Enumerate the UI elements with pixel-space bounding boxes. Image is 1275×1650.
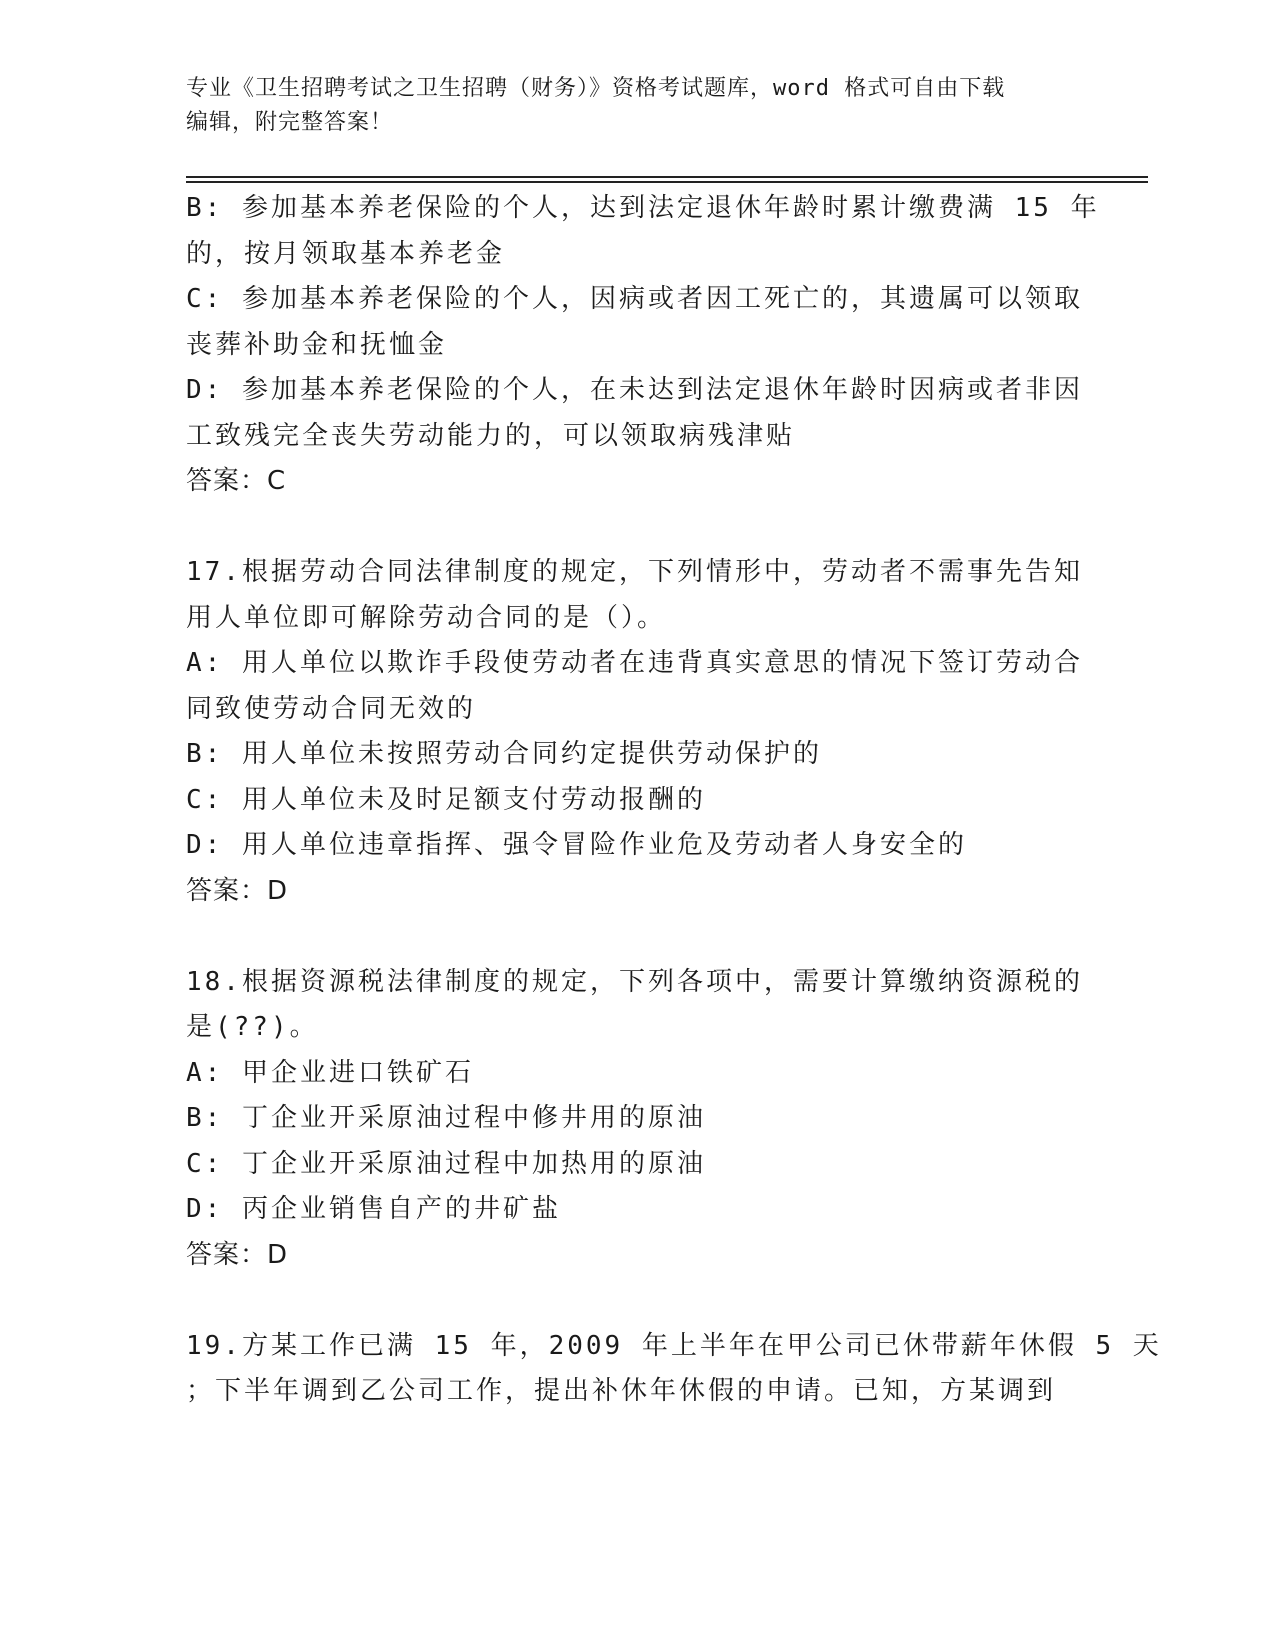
q19-stem-line-1: 19.方某工作已满 15 年，2009 年上半年在甲公司已休带薪年休假 5 天 [186,1330,1162,1361]
q17-option-b: B: 用人单位未按照劳动合同约定提供劳动保护的 [186,739,822,769]
q18-option-c: C: 丁企业开采原油过程中加热用的原油 [186,1148,706,1179]
question-17-block [186,550,1086,914]
q16-answer: 答案：C [186,466,287,496]
q16-option-b-line-2: 的，按月领取基本养老金 [186,238,506,269]
spacer [186,505,1086,551]
q16-option-b-line-1: B: 参加基本养老保险的个人，达到法定退休年龄时累计缴费满 15 年 [186,193,1100,223]
spacer [186,914,1086,960]
q18-option-b: B: 丁企业开采原油过程中修井用的原油 [186,1103,706,1133]
page-header [186,72,1086,140]
q19-stem-line-2: ；下半年调到乙公司工作，提出补休年休假的申请。已知，方某调到 [186,1376,1057,1406]
q16-option-d-line-1: D: 参加基本养老保险的个人，在未达到法定退休年龄时因病或者非因 [186,375,1083,405]
q18-option-a: A: 甲企业进口铁矿石 [186,1057,474,1088]
header-rule-top [186,176,1148,178]
q18-stem-line-1: 18.根据资源税法律制度的规定，下列各项中，需要计算缴纳资源税的 [186,966,1083,997]
q16-option-c-line-2: 丧葬补助金和抚恤金 [186,329,448,360]
q17-option-d: D: 用人单位违章指挥、强令冒险作业危及劳动者人身安全的 [186,830,967,860]
q18-answer: 答案：D [186,1239,289,1270]
header-line-1: 专业《卫生招聘考试之卫生招聘（财务）》资格考试题库，word 格式可自由下载 [186,76,1006,101]
question-16-block [186,186,1100,505]
document-body [186,186,1162,1415]
q17-option-a-line-2: 同致使劳动合同无效的 [186,693,477,724]
q17-stem-line-2: 用人单位即可解除劳动合同的是（）。 [186,602,667,633]
q17-option-a-line-1: A: 用人单位以欺诈手段使劳动者在违背真实意思的情况下签订劳动合 [186,648,1083,678]
q16-option-d-line-2: 工致残完全丧失劳动能力的，可以领取病残津贴 [186,420,796,451]
spacer [186,1278,1086,1324]
q17-stem-line-1: 17.根据劳动合同法律制度的规定，下列情形中，劳动者不需事先告知 [186,557,1083,587]
header-line-2: 编辑，附完整答案！ [186,110,394,135]
q16-option-c-line-1: C: 参加基本养老保险的个人，因病或者因工死亡的，其遗属可以领取 [186,284,1083,314]
q17-option-c: C: 用人单位未及时足额支付劳动报酬的 [186,784,706,815]
q18-stem-line-2: 是(??)。 [186,1012,319,1042]
question-19-block [186,1324,1162,1415]
header-rule-bottom [186,181,1148,183]
question-18-block [186,960,1086,1279]
q18-option-d: D: 丙企业销售自产的井矿盐 [186,1194,561,1224]
q17-answer: 答案：D [186,875,289,906]
